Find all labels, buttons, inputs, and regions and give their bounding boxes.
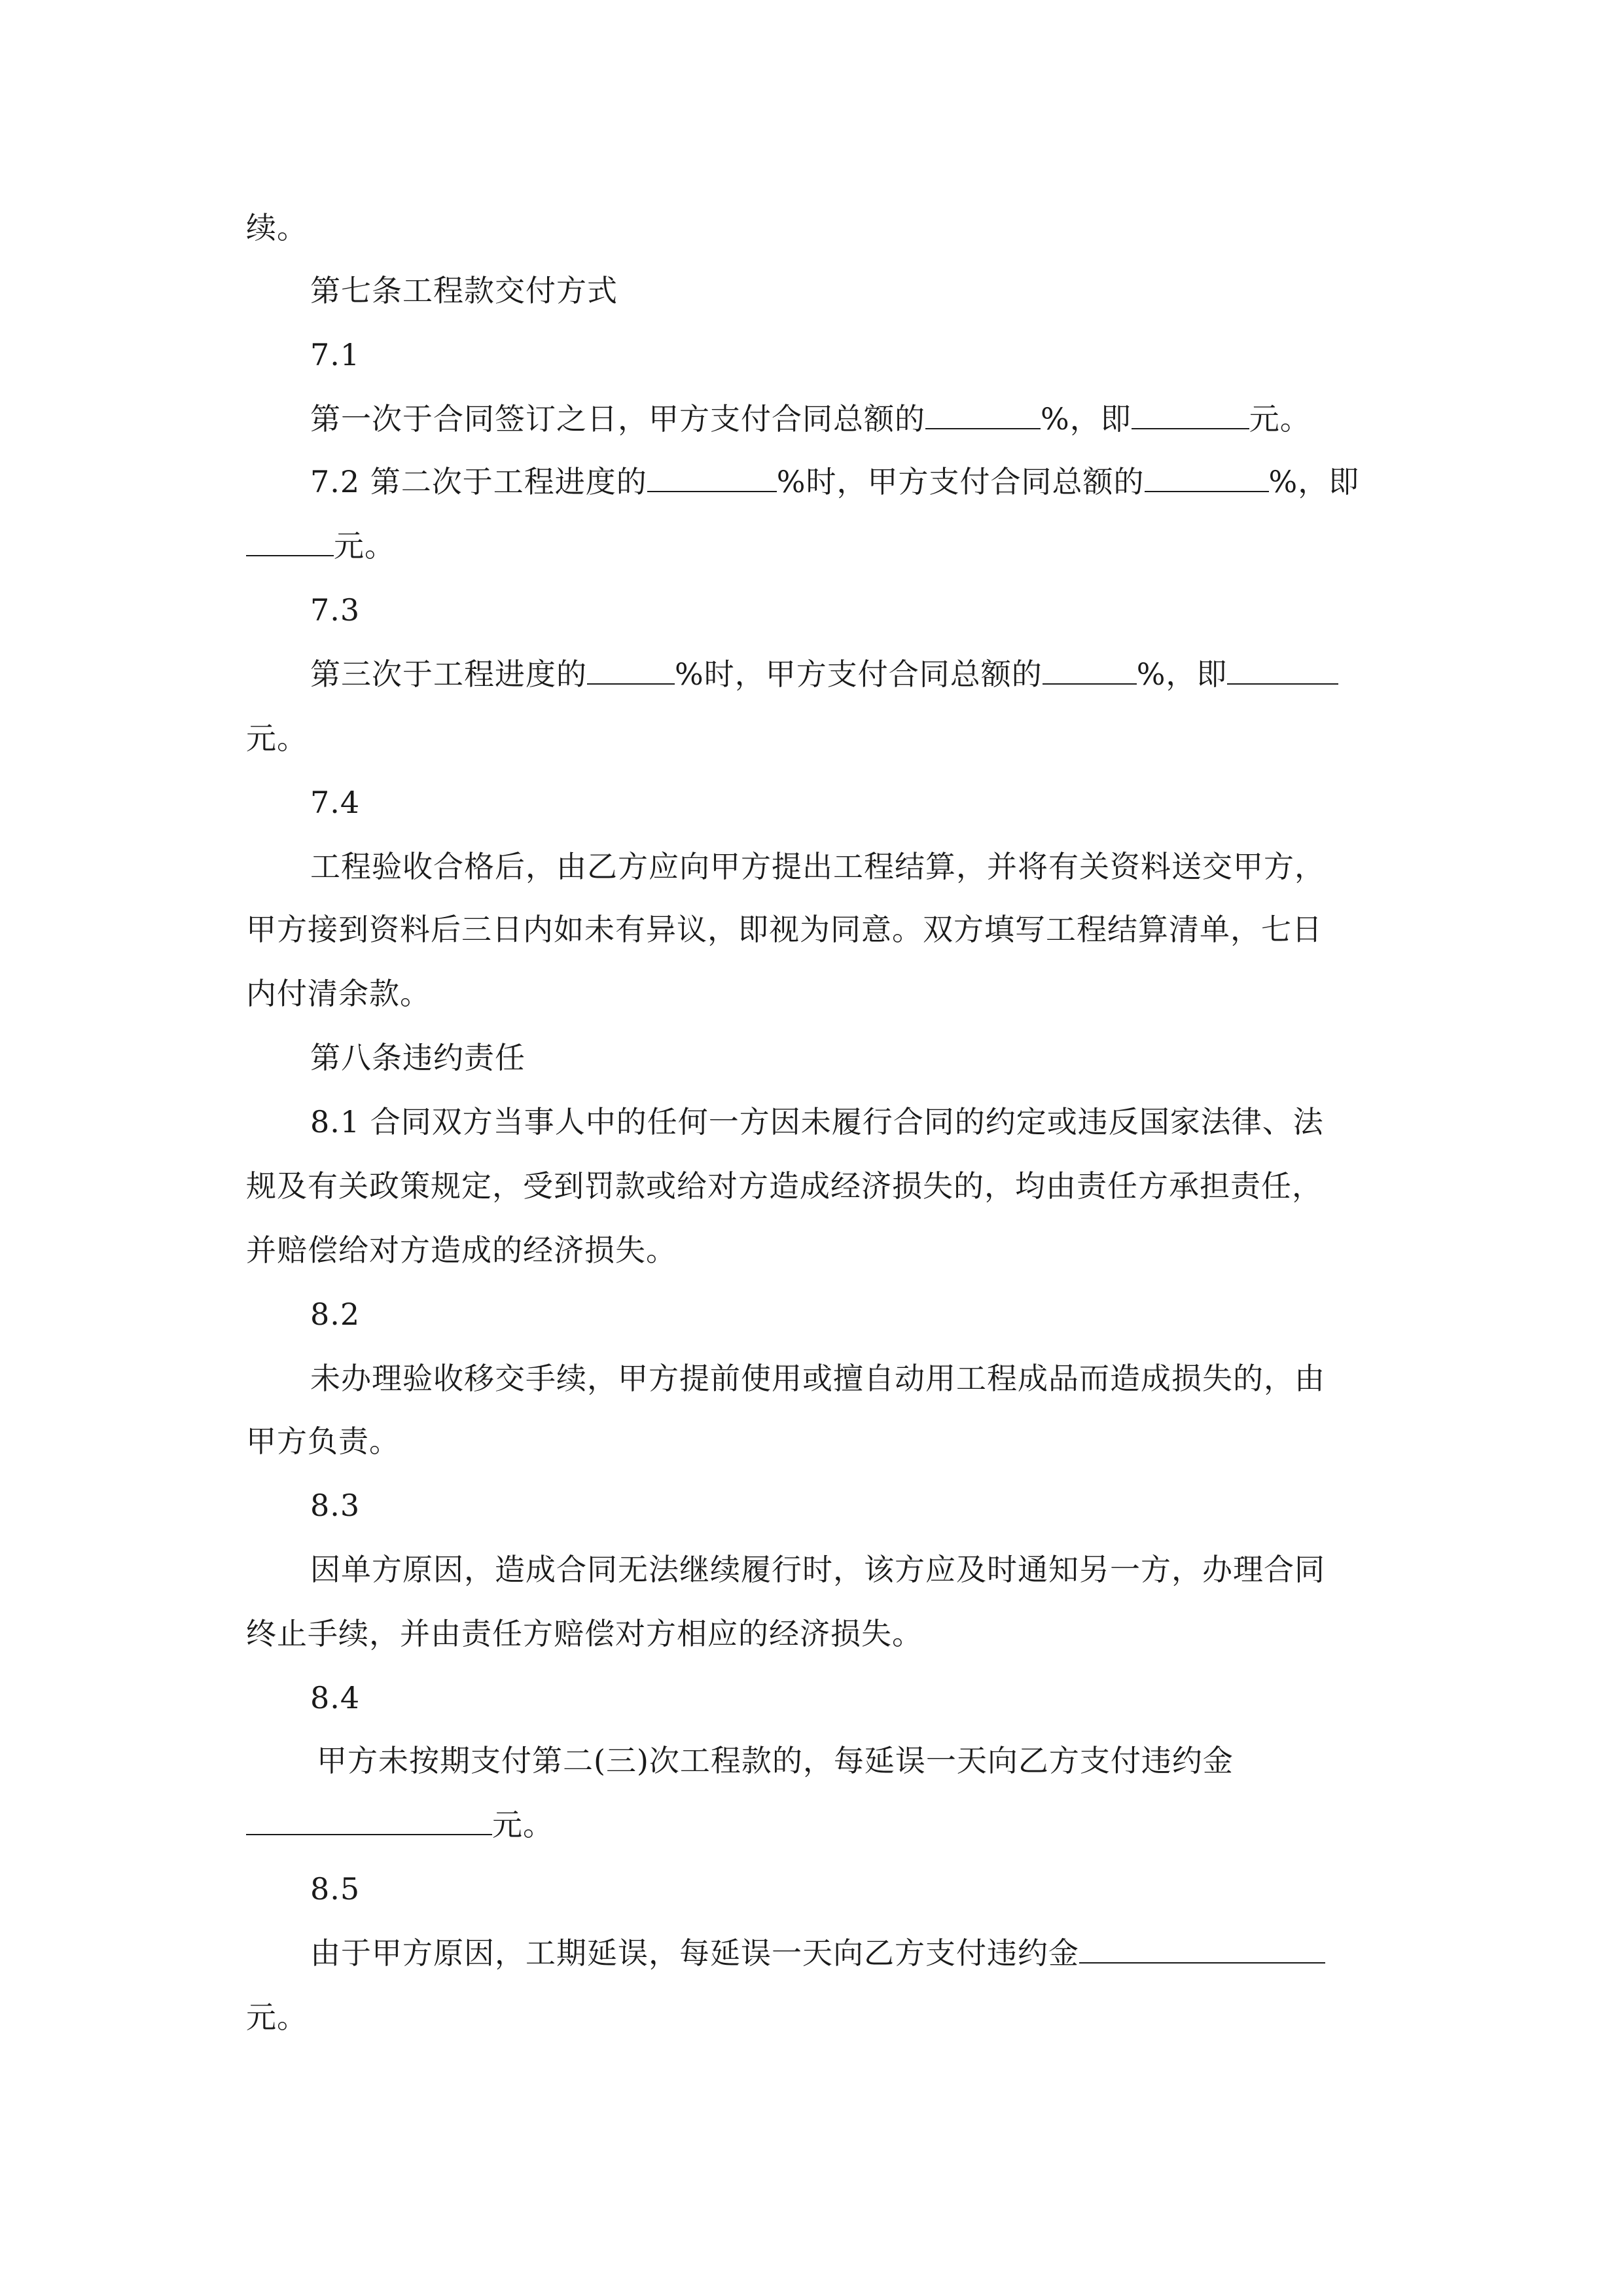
text-run: 未办理验收移交手续，甲方提前使用或擅自动用工程成品而造成损失的，由: [310, 1361, 1325, 1396]
text-line: [246, 910, 1378, 949]
section-heading-8: [310, 1038, 1442, 1077]
text-run: 元。: [492, 1807, 554, 1842]
text-run: 7.2 第二次于工程进度的: [310, 464, 647, 499]
text-run: 规及有关政策规定，受到罚款或给对方造成经济损失的，均由责任方承担责任，: [246, 1168, 1323, 1204]
text-run: 元。: [334, 528, 395, 564]
text-line: [310, 1933, 1442, 1973]
clause-number-7-3: [310, 590, 1442, 630]
text-run: 7.1: [310, 337, 361, 372]
text-run: 第七条工程款交付方式: [310, 273, 618, 308]
fill-in-blank[interactable]: [1227, 655, 1338, 685]
text-run: 7.4: [310, 785, 361, 820]
text-run: 甲方负责。: [246, 1424, 400, 1459]
text-line: [246, 1614, 1378, 1653]
text-run: %时，甲方支付合同总额的: [776, 464, 1145, 499]
fill-in-blank[interactable]: [587, 655, 675, 685]
text-line: [246, 1805, 1378, 1844]
text-line: [246, 1230, 1378, 1270]
text-line: [310, 655, 1442, 694]
text-line: [246, 526, 1378, 565]
text-run: 内付清余款。: [246, 976, 431, 1011]
fill-in-blank[interactable]: [1043, 655, 1137, 685]
text-run: 8.4: [310, 1680, 361, 1715]
clause-number-7-1: [310, 335, 1442, 374]
text-run: 因单方原因，造成合同无法继续履行时，该方应及时通知另一方，办理合同: [310, 1552, 1325, 1587]
text-run: 第三次于工程进度的: [310, 656, 587, 692]
text-line: [317, 1741, 1449, 1780]
fill-in-blank[interactable]: [246, 526, 334, 556]
fill-in-blank[interactable]: [1145, 462, 1269, 492]
text-run: %时，甲方支付合同总额的: [675, 656, 1043, 692]
text-run: 并赔偿给对方造成的经济损失。: [246, 1232, 677, 1268]
text-run: 元。: [246, 2000, 308, 2035]
text-run: 8.2: [310, 1297, 361, 1332]
text-run: 元。: [246, 721, 308, 756]
text-line: [246, 1998, 1378, 2037]
section-heading-7: [310, 271, 1442, 310]
text-line: [246, 1166, 1378, 1206]
text-run: 续。: [246, 210, 308, 245]
text-run: 由于甲方原因，工期延误，每延误一天向乙方支付违约金: [310, 1935, 1079, 1971]
text-run: %，即: [1041, 401, 1132, 437]
text-line: [246, 1422, 1378, 1461]
text-run: 甲方接到资料后三日内如未有异议，即视为同意。双方填写工程结算清单，七日: [246, 912, 1323, 947]
fill-in-blank[interactable]: [1079, 1933, 1325, 1964]
fill-in-blank[interactable]: [246, 1805, 492, 1835]
clause-number-8-2: [310, 1295, 1442, 1334]
text-run: 元。: [1249, 401, 1311, 437]
text-line: [310, 1550, 1442, 1589]
text-line: [246, 208, 1378, 247]
text-line: [310, 847, 1442, 886]
clause-number-8-4: [310, 1678, 1442, 1717]
text-line: [246, 719, 1378, 758]
fill-in-blank[interactable]: [647, 462, 777, 492]
clause-number-8-3: [310, 1486, 1442, 1525]
text-run: 7.3: [310, 592, 361, 628]
text-run: %，即: [1268, 464, 1360, 499]
text-run: %，即: [1136, 656, 1228, 692]
clause-number-7-4: [310, 783, 1442, 822]
text-run: 8.3: [310, 1488, 361, 1523]
text-line: [246, 974, 1378, 1013]
text-run: 第八条违约责任: [310, 1040, 526, 1075]
clause-number-8-5: [310, 1869, 1442, 1909]
fill-in-blank[interactable]: [1132, 399, 1249, 429]
text-run: 8.5: [310, 1871, 361, 1907]
text-run: 工程验收合格后，由乙方应向甲方提出工程结算，并将有关资料送交甲方，: [310, 849, 1325, 884]
text-line: [310, 399, 1442, 439]
text-run: 8.1 合同双方当事人中的任何一方因未履行合同的约定或违反国家法律、法: [310, 1104, 1324, 1139]
text-run: 第一次于合同签订之日，甲方支付合同总额的: [310, 401, 925, 437]
text-run: 终止手续，并由责任方赔偿对方相应的经济损失。: [246, 1616, 923, 1651]
text-run: 甲方未按期支付第二(三)次工程款的，每延误一天向乙方支付违约金: [317, 1743, 1234, 1778]
fill-in-blank[interactable]: [925, 399, 1041, 429]
clause-7-2: [310, 462, 1442, 501]
text-line: [310, 1359, 1442, 1398]
clause-8-1: [310, 1102, 1442, 1141]
